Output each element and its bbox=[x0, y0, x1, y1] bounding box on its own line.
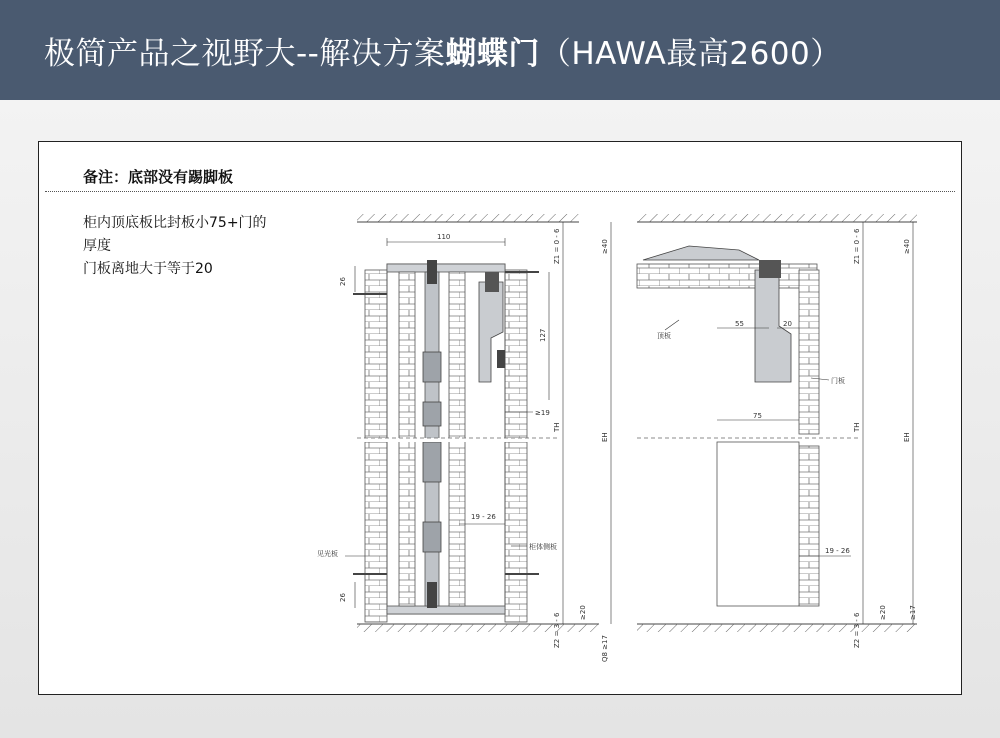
left-dim-th: TH bbox=[553, 422, 561, 432]
left-dim-26-bottom: 26 bbox=[339, 593, 347, 602]
left-bottom-roller bbox=[427, 582, 437, 608]
note-line-1: 柜内顶底板比封板小75+门的 bbox=[83, 215, 267, 231]
left-drawing bbox=[317, 214, 611, 662]
drawing-panel bbox=[38, 141, 962, 695]
left-dim-eh: EH bbox=[601, 432, 609, 442]
right-dim-ge40: ≥40 bbox=[903, 239, 911, 254]
title-bar bbox=[0, 0, 1000, 100]
right-dim-z2: Z2 = 3 - 6 bbox=[853, 612, 861, 648]
note-title: 备注：底部没有踢脚板 bbox=[83, 168, 234, 186]
left-dim-ge20: ≥20 bbox=[579, 605, 587, 620]
technical-drawing bbox=[39, 142, 961, 694]
right-side-panel-upper bbox=[799, 270, 819, 434]
left-ceiling bbox=[357, 214, 579, 222]
note-line-3: 门板离地大于等于20 bbox=[83, 261, 213, 277]
note-line-2: 厚度 bbox=[83, 238, 111, 254]
title-prefix: 极简产品之视野大--解决方案 bbox=[44, 36, 446, 72]
label-side-panel: 柜体侧板 bbox=[529, 543, 557, 551]
label-door-panel: 门板 bbox=[831, 377, 845, 385]
right-top-panel bbox=[637, 264, 817, 288]
left-dim-z2: Z2 = 3 - 6 bbox=[553, 612, 561, 648]
right-ceiling bbox=[637, 214, 917, 222]
label-visible-panel: 见光板 bbox=[317, 550, 338, 558]
right-dim-55: 55 bbox=[735, 320, 744, 328]
left-top-roller bbox=[427, 260, 437, 284]
right-door-panel bbox=[717, 442, 799, 606]
left-dim-z1: Z1 = 0 - 6 bbox=[553, 228, 561, 264]
left-floor bbox=[357, 624, 599, 632]
label-top-panel: 顶板 bbox=[657, 332, 671, 340]
left-dim-ge40: ≥40 bbox=[601, 239, 609, 254]
left-side-panel-lower bbox=[505, 442, 527, 622]
title-highlight: 蝴蝶门 bbox=[445, 36, 540, 72]
left-side-panel-upper bbox=[505, 270, 527, 438]
left-dim-26-top: 26 bbox=[339, 277, 347, 286]
right-dim-75: 75 bbox=[753, 412, 762, 420]
right-dim-ge20: ≥20 bbox=[879, 605, 887, 620]
right-side-panel-lower bbox=[799, 446, 819, 606]
left-dim-q8: Q8 ≥17 bbox=[601, 635, 609, 662]
right-dim-19-26: 19 - 26 bbox=[825, 547, 850, 555]
left-dim-19-26: 19 - 26 bbox=[471, 513, 496, 521]
left-dim-127: 127 bbox=[539, 328, 547, 342]
title-suffix: （HAWA最高2600） bbox=[539, 36, 842, 72]
right-dim-eh: EH bbox=[903, 432, 911, 442]
right-drawing bbox=[637, 214, 917, 648]
right-dim-20: 20 bbox=[783, 320, 792, 328]
page-title bbox=[44, 28, 842, 73]
left-dim-110: 110 bbox=[437, 233, 451, 241]
right-dim-z1: Z1 = 0 - 6 bbox=[853, 228, 861, 264]
right-dim-th: TH bbox=[853, 422, 861, 432]
left-outer-wall-lower bbox=[365, 442, 387, 622]
left-dim-ge19: ≥19 bbox=[535, 409, 550, 417]
right-dim-ge17: ≥17 bbox=[909, 605, 917, 620]
right-floor bbox=[637, 624, 917, 632]
left-outer-wall-upper bbox=[365, 270, 387, 438]
